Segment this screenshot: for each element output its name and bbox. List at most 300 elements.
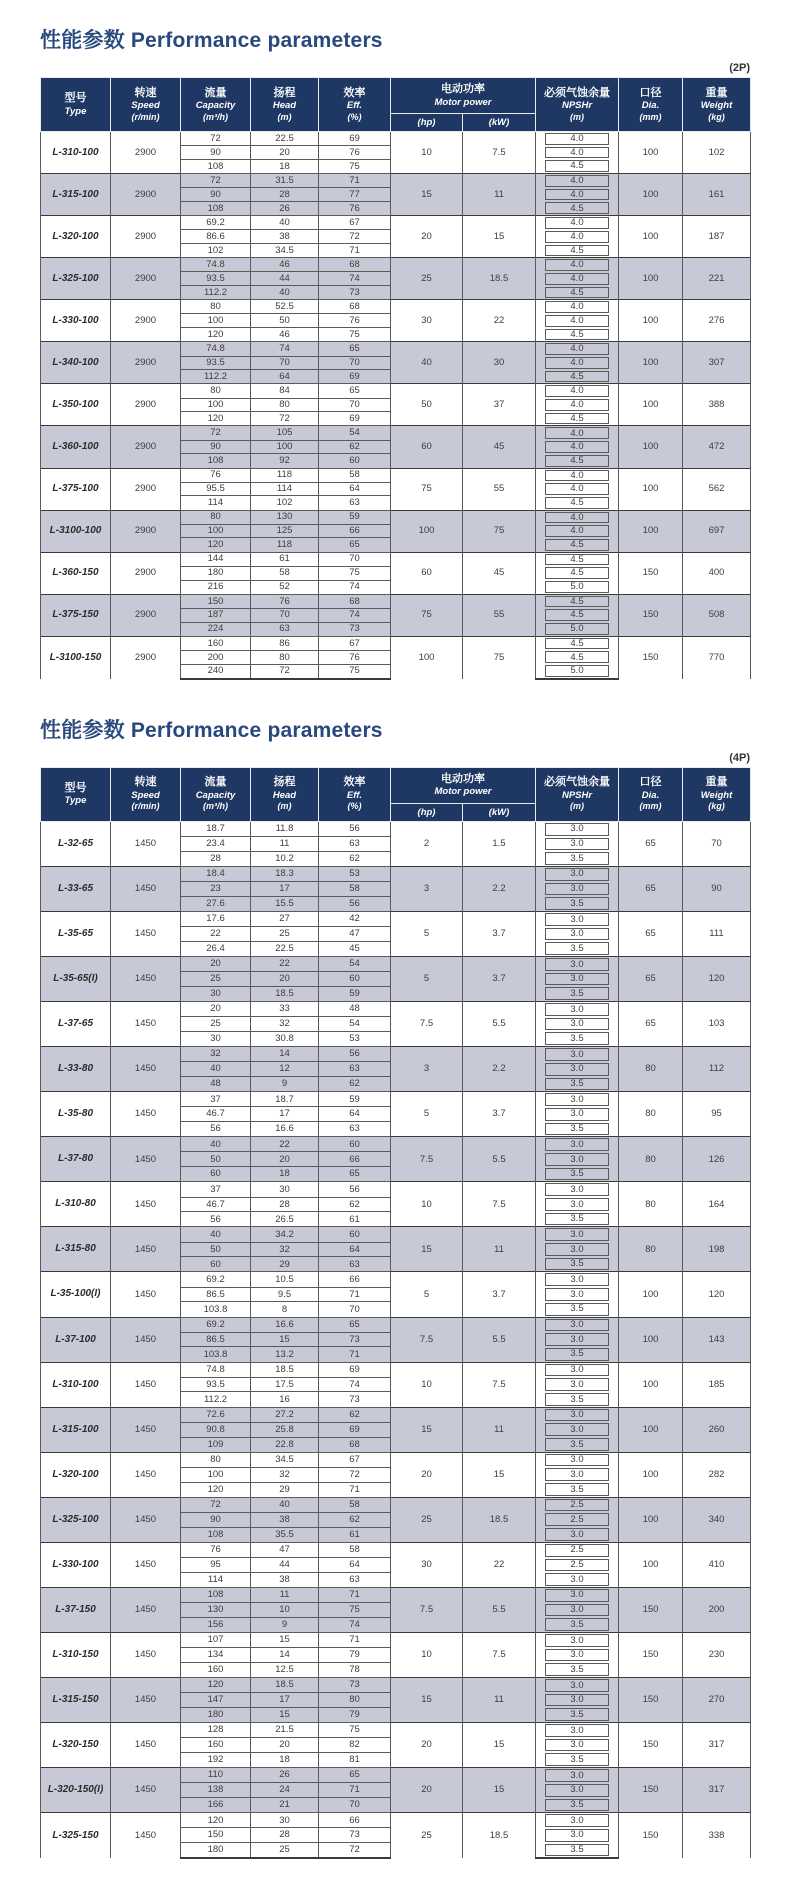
- efficiency-value: 60: [319, 1137, 391, 1152]
- capacity-value: 46.7: [181, 1107, 251, 1122]
- head-value: 9.5: [251, 1287, 319, 1302]
- capacity-value: 86.6: [181, 230, 251, 244]
- npshr-value: 3.0: [545, 1288, 609, 1301]
- npshr-cell: [536, 1723, 619, 1738]
- speed-value: 2900: [111, 300, 181, 342]
- diameter-value: 100: [619, 1317, 683, 1362]
- npshr-value: 3.0: [545, 1048, 609, 1061]
- model-row-L-3100-150-sub1: [41, 636, 751, 650]
- capacity-value: 147: [181, 1693, 251, 1708]
- npshr-cell: [536, 230, 619, 244]
- efficiency-value: 71: [319, 1587, 391, 1602]
- diameter-value: 150: [619, 636, 683, 679]
- power-hp-value: 3: [391, 866, 463, 911]
- col-header-head: 扬程 Head (m): [251, 767, 319, 821]
- col-header-head: 扬程 Head (m): [251, 78, 319, 132]
- power-hp-value: 7.5: [391, 1587, 463, 1632]
- capacity-value: 120: [181, 538, 251, 552]
- diameter-value: 80: [619, 1047, 683, 1092]
- capacity-value: 240: [181, 664, 251, 679]
- npshr-value: 3.0: [545, 1153, 609, 1166]
- weight-value: 317: [683, 1723, 751, 1768]
- npshr-value: 4.5: [545, 329, 609, 341]
- head-value: 50: [251, 314, 319, 328]
- col-header-capacity: 流量 Capacity (m³/h): [181, 78, 251, 132]
- capacity-value: 32: [181, 1047, 251, 1062]
- speed-value: 1450: [111, 1407, 181, 1452]
- capacity-value: 103.8: [181, 1347, 251, 1362]
- head-value: 21: [251, 1798, 319, 1813]
- npshr-value: 3.5: [545, 852, 609, 865]
- npshr-cell: [536, 622, 619, 636]
- diameter-value: 100: [619, 1272, 683, 1317]
- npshr-cell: [536, 314, 619, 328]
- efficiency-value: 63: [319, 837, 391, 852]
- efficiency-value: 58: [319, 1497, 391, 1512]
- power-kw-value: 18.5: [463, 1497, 536, 1542]
- capacity-value: 56: [181, 1212, 251, 1227]
- head-value: 17.5: [251, 1377, 319, 1392]
- npshr-cell: [536, 837, 619, 852]
- power-hp-value: 50: [391, 384, 463, 426]
- efficiency-value: 59: [319, 510, 391, 524]
- power-kw-value: 2.2: [463, 866, 536, 911]
- efficiency-value: 70: [319, 356, 391, 370]
- head-value: 114: [251, 482, 319, 496]
- col-header-eff: 效率 Eff. (%): [319, 767, 391, 821]
- head-value: 27.2: [251, 1407, 319, 1422]
- head-value: 33: [251, 1002, 319, 1017]
- power-kw-value: 5.5: [463, 1587, 536, 1632]
- model-type: L-310-80: [41, 1182, 111, 1227]
- speed-value: 1450: [111, 866, 181, 911]
- efficiency-value: 65: [319, 1167, 391, 1182]
- diameter-value: 100: [619, 1452, 683, 1497]
- npshr-value: 3.0: [545, 1138, 609, 1151]
- head-value: 13.2: [251, 1347, 319, 1362]
- power-kw-value: 5.5: [463, 1317, 536, 1362]
- npshr-cell: [536, 1227, 619, 1242]
- capacity-value: 93.5: [181, 272, 251, 286]
- capacity-value: 20: [181, 1002, 251, 1017]
- model-type: L-330-100: [41, 300, 111, 342]
- power-kw-value: 15: [463, 1768, 536, 1813]
- capacity-value: 112.2: [181, 370, 251, 384]
- head-value: 44: [251, 1558, 319, 1573]
- npshr-value: 4.0: [545, 217, 609, 229]
- npshr-value: 3.0: [545, 1468, 609, 1481]
- model-row-L-37-150-sub1: [41, 1587, 751, 1602]
- power-hp-value: 15: [391, 1678, 463, 1723]
- efficiency-value: 70: [319, 1798, 391, 1813]
- npshr-value: 4.0: [545, 441, 609, 453]
- model-row-L-325-150-sub1: [41, 1813, 751, 1828]
- head-value: 40: [251, 286, 319, 300]
- model-row-L-360-150-sub1: [41, 552, 751, 566]
- npshr-value: 3.5: [545, 1753, 609, 1766]
- efficiency-value: 56: [319, 896, 391, 911]
- npshr-cell: [536, 524, 619, 538]
- npshr-cell: [536, 882, 619, 897]
- capacity-value: 90: [181, 188, 251, 202]
- npshr-cell: [536, 1648, 619, 1663]
- capacity-value: 30: [181, 1031, 251, 1046]
- head-value: 12.5: [251, 1662, 319, 1677]
- table-header: [41, 767, 751, 821]
- diameter-value: 100: [619, 174, 683, 216]
- speed-value: 1450: [111, 1272, 181, 1317]
- npshr-cell: [536, 398, 619, 412]
- head-value: 32: [251, 1017, 319, 1032]
- npshr-value: 3.0: [545, 958, 609, 971]
- efficiency-value: 65: [319, 384, 391, 398]
- npshr-value: 3.0: [545, 1273, 609, 1286]
- efficiency-value: 63: [319, 1257, 391, 1272]
- power-kw-value: 75: [463, 510, 536, 552]
- model-type: L-325-100: [41, 258, 111, 300]
- efficiency-value: 71: [319, 244, 391, 258]
- head-value: 130: [251, 510, 319, 524]
- head-value: 86: [251, 636, 319, 650]
- npshr-cell: [536, 1092, 619, 1107]
- npshr-cell: [536, 986, 619, 1001]
- npshr-cell: [536, 342, 619, 356]
- npshr-cell: [536, 482, 619, 496]
- npshr-value: 3.0: [545, 838, 609, 851]
- speed-value: 1450: [111, 1813, 181, 1859]
- npshr-value: 3.5: [545, 1663, 609, 1676]
- diameter-value: 100: [619, 300, 683, 342]
- capacity-value: 40: [181, 1137, 251, 1152]
- capacity-value: 50: [181, 1242, 251, 1257]
- speed-value: 2900: [111, 594, 181, 636]
- npshr-value: 4.0: [545, 343, 609, 355]
- head-value: 26: [251, 201, 319, 215]
- model-row-L-310-100-sub1: [41, 1362, 751, 1377]
- model-row-L-33-80-sub1: [41, 1047, 751, 1062]
- capacity-value: 166: [181, 1798, 251, 1813]
- speed-value: 1450: [111, 1092, 181, 1137]
- power-kw-value: 1.5: [463, 821, 536, 866]
- power-hp-value: 10: [391, 1182, 463, 1227]
- efficiency-value: 62: [319, 1197, 391, 1212]
- capacity-value: 93.5: [181, 1377, 251, 1392]
- npshr-value: 4.0: [545, 427, 609, 439]
- capacity-value: 26.4: [181, 941, 251, 956]
- head-value: 12: [251, 1062, 319, 1077]
- diameter-value: 100: [619, 216, 683, 258]
- model-type: L-330-100: [41, 1542, 111, 1587]
- model-row-L-315-80-sub1: [41, 1227, 751, 1242]
- npshr-value: 3.5: [545, 1032, 609, 1045]
- capacity-value: 120: [181, 328, 251, 342]
- speed-value: 2900: [111, 132, 181, 174]
- efficiency-value: 62: [319, 851, 391, 866]
- efficiency-value: 65: [319, 538, 391, 552]
- speed-value: 2900: [111, 258, 181, 300]
- efficiency-value: 63: [319, 1062, 391, 1077]
- capacity-value: 216: [181, 580, 251, 594]
- npshr-value: 3.0: [545, 1228, 609, 1241]
- capacity-value: 90.8: [181, 1422, 251, 1437]
- efficiency-value: 73: [319, 1828, 391, 1843]
- power-kw-value: 11: [463, 1407, 536, 1452]
- model-type: L-37-80: [41, 1137, 111, 1182]
- npshr-cell: [536, 468, 619, 482]
- capacity-value: 150: [181, 594, 251, 608]
- npshr-cell: [536, 957, 619, 972]
- npshr-cell: [536, 927, 619, 942]
- npshr-cell: [536, 941, 619, 956]
- capacity-value: 120: [181, 1678, 251, 1693]
- weight-value: 697: [683, 510, 751, 552]
- col-header-type: [41, 78, 111, 132]
- npshr-cell: [536, 412, 619, 426]
- capacity-value: 72: [181, 132, 251, 146]
- head-value: 47: [251, 1542, 319, 1557]
- capacity-value: 46.7: [181, 1197, 251, 1212]
- capacity-value: 74.8: [181, 342, 251, 356]
- model-row-L-310-150-sub1: [41, 1632, 751, 1647]
- npshr-value: 3.0: [545, 1364, 609, 1377]
- model-type: L-315-80: [41, 1227, 111, 1272]
- capacity-value: 90: [181, 440, 251, 454]
- npshr-value: 4.0: [545, 357, 609, 369]
- weight-value: 161: [683, 174, 751, 216]
- power-kw-value: 11: [463, 1227, 536, 1272]
- efficiency-value: 56: [319, 821, 391, 836]
- weight-value: 317: [683, 1768, 751, 1813]
- head-value: 46: [251, 328, 319, 342]
- npshr-value: 3.0: [545, 1243, 609, 1256]
- npshr-value: 3.5: [545, 1303, 609, 1316]
- power-kw-value: 5.5: [463, 1002, 536, 1047]
- diameter-value: 65: [619, 911, 683, 956]
- efficiency-value: 64: [319, 1242, 391, 1257]
- npshr-value: 3.0: [545, 1093, 609, 1106]
- efficiency-value: 75: [319, 664, 391, 679]
- head-value: 30: [251, 1182, 319, 1197]
- npshr-value: 3.5: [545, 897, 609, 910]
- capacity-value: 23.4: [181, 837, 251, 852]
- model-row-L-320-150-sub1: [41, 1723, 751, 1738]
- npshr-value: 3.0: [545, 913, 609, 926]
- weight-value: 111: [683, 911, 751, 956]
- efficiency-value: 62: [319, 1407, 391, 1422]
- npshr-value: 3.5: [545, 1213, 609, 1226]
- efficiency-value: 73: [319, 1332, 391, 1347]
- capacity-value: 114: [181, 496, 251, 510]
- npshr-value: 3.5: [545, 1123, 609, 1136]
- npshr-value: 3.0: [545, 1423, 609, 1436]
- npshr-cell: [536, 258, 619, 272]
- power-kw-value: 22: [463, 1542, 536, 1587]
- power-hp-value: 5: [391, 1092, 463, 1137]
- npshr-cell: [536, 664, 619, 679]
- capacity-value: 200: [181, 650, 251, 664]
- npshr-value: 3.5: [545, 1168, 609, 1181]
- model-type: L-37-100: [41, 1317, 111, 1362]
- capacity-value: 180: [181, 1843, 251, 1859]
- head-value: 61: [251, 552, 319, 566]
- model-row-L-325-100-sub1: [41, 258, 751, 272]
- head-value: 52.5: [251, 300, 319, 314]
- efficiency-value: 58: [319, 1542, 391, 1557]
- model-type: L-3100-100: [41, 510, 111, 552]
- speed-value: 2900: [111, 636, 181, 679]
- npshr-cell: [536, 1632, 619, 1647]
- col-header-capacity: 流量 Capacity (m³/h): [181, 767, 251, 821]
- head-value: 8: [251, 1302, 319, 1317]
- head-value: 17: [251, 1107, 319, 1122]
- npshr-cell: [536, 1047, 619, 1062]
- power-kw-value: 7.5: [463, 1362, 536, 1407]
- model-row-L-35-100(I)-sub1: [41, 1272, 751, 1287]
- model-type: L-315-150: [41, 1678, 111, 1723]
- npshr-cell: [536, 1392, 619, 1407]
- diameter-value: 80: [619, 1182, 683, 1227]
- npshr-value: 2.5: [545, 1499, 609, 1512]
- model-row-L-340-100-sub1: [41, 342, 751, 356]
- weight-value: 143: [683, 1317, 751, 1362]
- capacity-value: 48: [181, 1077, 251, 1092]
- npshr-cell: [536, 1482, 619, 1497]
- capacity-value: 72: [181, 1497, 251, 1512]
- efficiency-value: 64: [319, 482, 391, 496]
- weight-value: 102: [683, 132, 751, 174]
- npshr-value: 3.0: [545, 1573, 609, 1586]
- speed-value: 2900: [111, 468, 181, 510]
- efficiency-value: 69: [319, 370, 391, 384]
- npshr-value: 4.5: [545, 609, 609, 621]
- npshr-cell: [536, 300, 619, 314]
- npshr-value: 5.0: [545, 581, 609, 593]
- npshr-cell: [536, 1707, 619, 1722]
- npshr-value: 4.5: [545, 160, 609, 172]
- capacity-value: 69.2: [181, 1272, 251, 1287]
- power-kw-value: 75: [463, 636, 536, 679]
- page-title-2: 性能参数 Performance parameters: [40, 718, 383, 742]
- weight-value: 200: [683, 1587, 751, 1632]
- efficiency-value: 42: [319, 911, 391, 926]
- npshr-cell: [536, 636, 619, 650]
- npshr-cell: [536, 216, 619, 230]
- capacity-value: 72: [181, 174, 251, 188]
- weight-value: 338: [683, 1813, 751, 1859]
- head-value: 38: [251, 230, 319, 244]
- col-header-hp: (hp): [391, 114, 463, 132]
- power-kw-value: 7.5: [463, 1182, 536, 1227]
- capacity-value: 17.6: [181, 911, 251, 926]
- efficiency-value: 70: [319, 552, 391, 566]
- power-kw-value: 18.5: [463, 1813, 536, 1859]
- weight-value: 508: [683, 594, 751, 636]
- pole-count-label-2: (4P): [729, 751, 750, 764]
- power-hp-value: 7.5: [391, 1317, 463, 1362]
- efficiency-value: 79: [319, 1707, 391, 1722]
- npshr-cell: [536, 821, 619, 836]
- capacity-value: 56: [181, 1122, 251, 1137]
- power-kw-value: 5.5: [463, 1137, 536, 1182]
- capacity-value: 150: [181, 1828, 251, 1843]
- model-row-L-330-100-sub1: [41, 300, 751, 314]
- speed-value: 2900: [111, 384, 181, 426]
- capacity-value: 107: [181, 1632, 251, 1647]
- model-type: L-375-100: [41, 468, 111, 510]
- weight-value: 221: [683, 258, 751, 300]
- col-header-weight: 重量 Weight (kg): [683, 78, 751, 132]
- capacity-value: 156: [181, 1617, 251, 1632]
- efficiency-value: 47: [319, 927, 391, 942]
- power-kw-value: 3.7: [463, 957, 536, 1002]
- model-type: L-320-100: [41, 1452, 111, 1497]
- speed-value: 1450: [111, 1317, 181, 1362]
- head-value: 72: [251, 664, 319, 679]
- npshr-cell: [536, 1107, 619, 1122]
- npshr-value: 4.5: [545, 638, 609, 650]
- model-type: L-320-100: [41, 216, 111, 258]
- efficiency-value: 62: [319, 1512, 391, 1527]
- model-row-L-320-100-sub1: [41, 216, 751, 230]
- efficiency-value: 70: [319, 398, 391, 412]
- head-value: 18.7: [251, 1092, 319, 1107]
- head-value: 20: [251, 1152, 319, 1167]
- speed-value: 2900: [111, 216, 181, 258]
- npshr-value: 4.5: [545, 371, 609, 383]
- npshr-value: 4.5: [545, 202, 609, 214]
- diameter-value: 100: [619, 510, 683, 552]
- capacity-value: 22: [181, 927, 251, 942]
- capacity-value: 187: [181, 608, 251, 622]
- npshr-cell: [536, 1617, 619, 1632]
- capacity-value: 120: [181, 412, 251, 426]
- npshr-value: 3.0: [545, 1649, 609, 1662]
- capacity-value: 69.2: [181, 216, 251, 230]
- model-row-L-310-80-sub1: [41, 1182, 751, 1197]
- weight-value: 198: [683, 1227, 751, 1272]
- head-value: 80: [251, 398, 319, 412]
- capacity-value: 103.8: [181, 1302, 251, 1317]
- col-header-eff: 效率 Eff. (%): [319, 78, 391, 132]
- npshr-value: 3.0: [545, 1769, 609, 1782]
- head-value: 29: [251, 1482, 319, 1497]
- npshr-value: 3.0: [545, 1694, 609, 1707]
- efficiency-value: 53: [319, 866, 391, 881]
- model-row-L-35-80-sub1: [41, 1092, 751, 1107]
- col-header-speed: 转速 Speed (r/min): [111, 78, 181, 132]
- head-value: 72: [251, 412, 319, 426]
- npshr-value: 4.5: [545, 651, 609, 663]
- head-value: 35.5: [251, 1527, 319, 1542]
- npshr-cell: [536, 1152, 619, 1167]
- weight-value: 120: [683, 957, 751, 1002]
- capacity-value: 80: [181, 384, 251, 398]
- weight-value: 282: [683, 1452, 751, 1497]
- model-type: L-35-100(I): [41, 1272, 111, 1317]
- npshr-value: 4.5: [545, 596, 609, 608]
- efficiency-value: 76: [319, 650, 391, 664]
- capacity-value: 100: [181, 1467, 251, 1482]
- npshr-cell: [536, 1197, 619, 1212]
- npshr-cell: [536, 146, 619, 160]
- model-type: L-315-100: [41, 174, 111, 216]
- head-value: 21.5: [251, 1723, 319, 1738]
- head-value: 28: [251, 188, 319, 202]
- col-header-motor-power: 电动功率 Motor power: [391, 767, 536, 803]
- speed-value: 1450: [111, 1723, 181, 1768]
- speed-value: 2900: [111, 552, 181, 594]
- head-value: 17: [251, 882, 319, 897]
